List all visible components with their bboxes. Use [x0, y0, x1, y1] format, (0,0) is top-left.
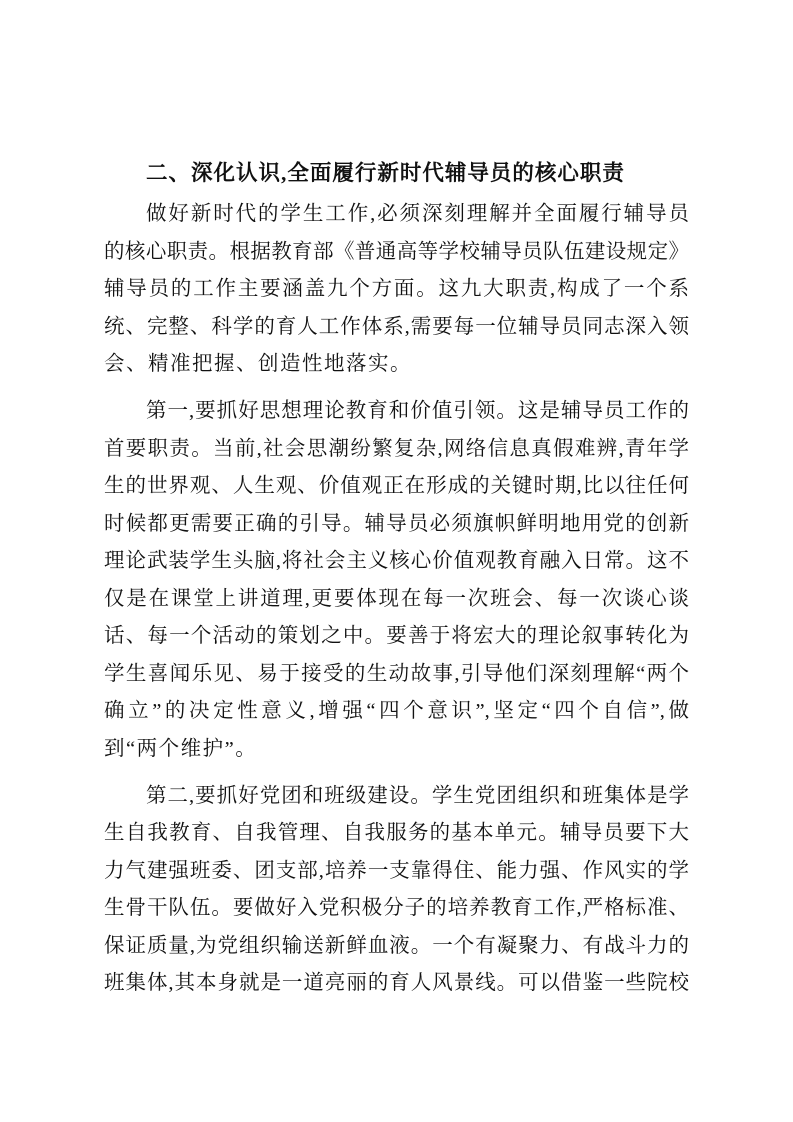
paragraph — [104, 393, 689, 768]
text-line: 第一,要抓好思想理论教育和价值引领。这是辅导员工作的 — [146, 400, 689, 422]
text-line: 生自我教育、自我管理、自我服务的基本单元。辅导员要下大 — [104, 822, 689, 844]
text-line: 到“两个维护”。 — [104, 737, 258, 760]
text-line: 的核心职责。根据教育部《普通高等学校辅导员队伍建设规定》 — [104, 240, 689, 263]
text-line: 第二,要抓好党团和班级建设。学生党团组织和班集体是学 — [146, 784, 689, 807]
text-line: 统、完整、科学的育人工作体系,需要每一位辅导员同志深入领 — [104, 315, 689, 338]
text-line: 首要职责。当前,社会思潮纷繁复杂,网络信息真假难辨,青年学 — [104, 437, 689, 460]
text-line: 确立”的决定性意义,增强“四个意识”,坚定“四个自信”,做 — [104, 700, 689, 722]
text-line: 会、精准把握、创造性地落实。 — [104, 353, 412, 375]
text-line: 学生喜闻乐见、易于接受的生动故事,引导他们深刻理解“两个 — [104, 662, 689, 685]
paragraphs-container — [104, 196, 689, 1003]
text-line: 班集体,其本身就是一道亮丽的育人风景线。可以借鉴一些院校 — [104, 972, 689, 994]
text-line: 仅是在课堂上讲道理,更要体现在每一次班会、每一次谈心谈 — [104, 587, 689, 610]
text-line: 保证质量,为党组织输送新鲜血液。一个有凝聚力、有战斗力的 — [104, 934, 689, 957]
text-line: 话、每一个活动的策划之中。要善于将宏大的理论叙事转化为 — [104, 625, 689, 647]
text-line: 力气建强班委、团支部,培养一支靠得住、能力强、作风实的学 — [104, 859, 689, 882]
text-line: 辅导员的工作主要涵盖九个方面。这九大职责,构成了一个系 — [104, 278, 689, 300]
text-line: 理论武装学生头脑,将社会主义核心价值观教育融入日常。这不 — [104, 550, 689, 572]
text-line: 时候都更需要正确的引导。辅导员必须旗帜鲜明地用党的创新 — [104, 512, 689, 535]
document-content — [104, 160, 689, 1003]
section-heading: 二、深化认识,全面履行新时代辅导员的核心职责 — [146, 161, 625, 185]
text-line: 做好新时代的学生工作,必须深刻理解并全面履行辅导员 — [146, 203, 689, 225]
paragraph — [104, 778, 689, 1003]
text-line: 生骨干队伍。要做好入党积极分子的培养教育工作,严格标准、 — [104, 897, 689, 919]
text-line: 生的世界观、人生观、价值观正在形成的关键时期,比以往任何 — [104, 475, 689, 497]
paragraph — [104, 196, 689, 384]
